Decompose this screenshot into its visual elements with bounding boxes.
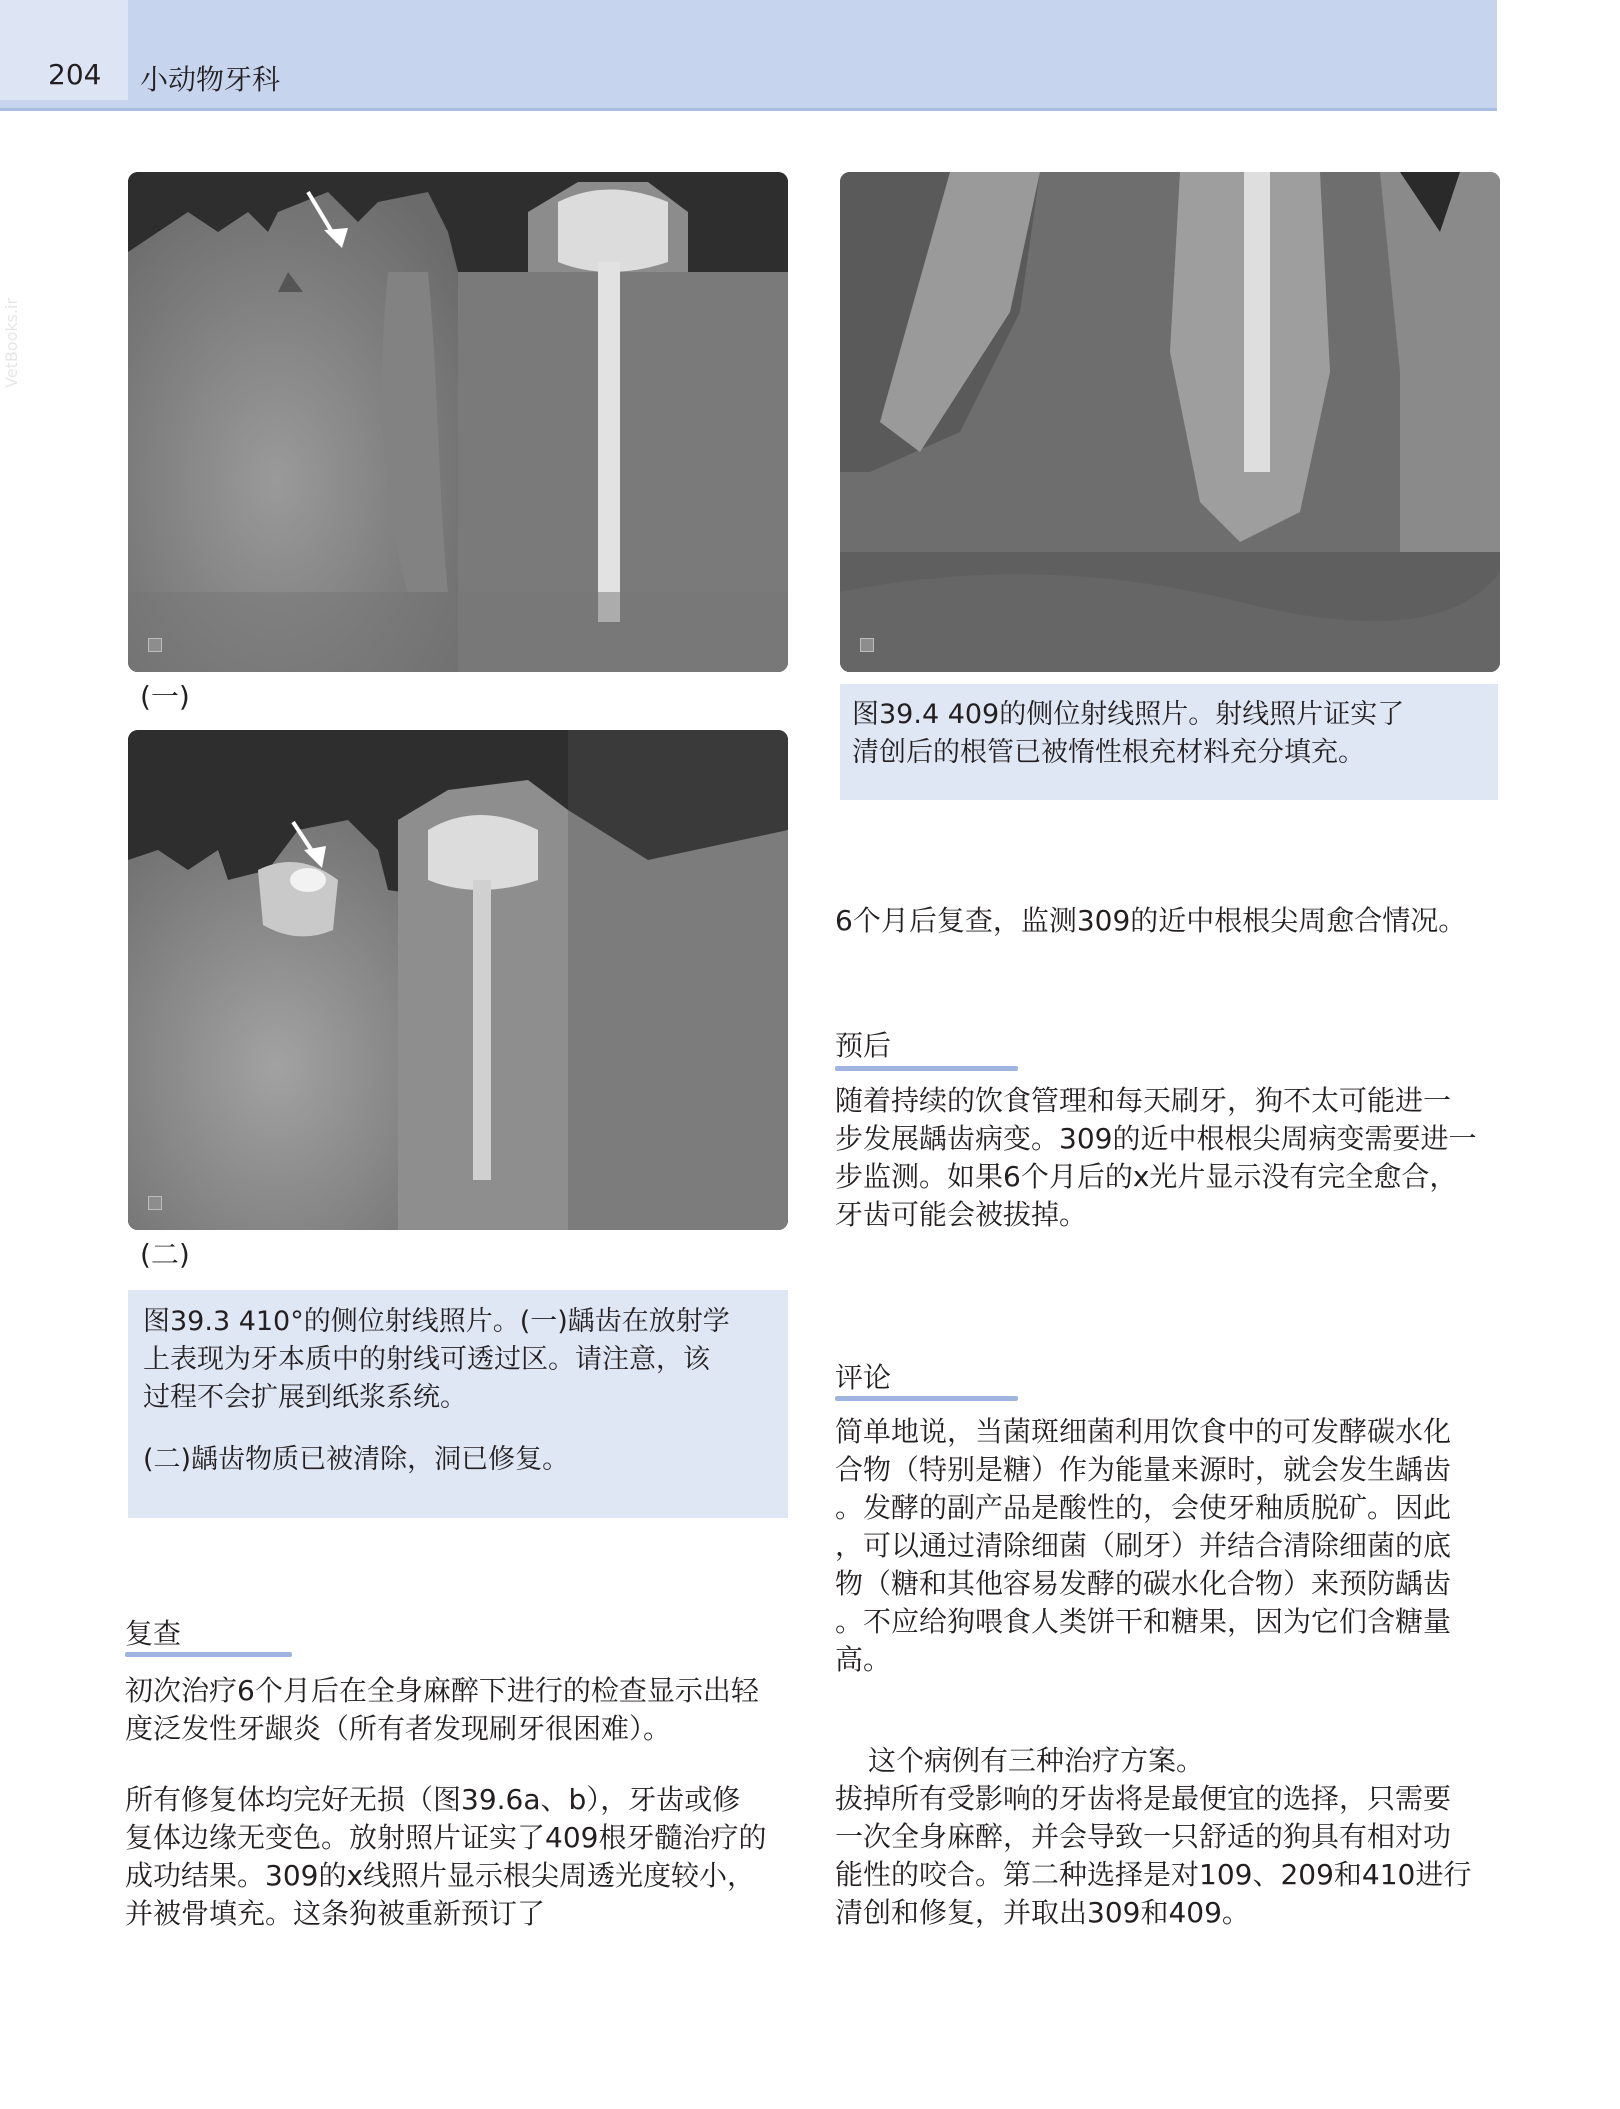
radiograph-39-3-a [128, 172, 788, 672]
figure-39-3-caption-line: (二)龋齿物质已被清除，洞已修复。 [143, 1444, 570, 1475]
book-title: 小动物牙科 [140, 63, 281, 96]
recheck-line: 初次治疗6个月后在全身麻醉下进行的检查显示出轻 [125, 1674, 759, 1707]
heading-underline [835, 1396, 1018, 1401]
comment-line: 简单地说，当菌斑细菌利用饮食中的可发酵碳水化 [835, 1415, 1452, 1448]
radiograph-marker [148, 638, 162, 652]
comment-line: 这个病例有三种治疗方案。 [868, 1744, 1205, 1777]
figure-39-3-caption-line: 图39.3 410°的侧位射线照片。(一)龋齿在放射学 [143, 1306, 730, 1337]
radiograph-39-3-b [128, 730, 788, 1230]
recheck-line: 复体边缘无变色。放射照片证实了409根牙髓治疗的 [125, 1821, 767, 1854]
radiograph-marker [860, 638, 874, 652]
comment-line: ，可以通过清除细菌（刷牙）并结合清除细菌的底 [835, 1529, 1452, 1562]
recheck-line: 并被骨填充。这条狗被重新预订了 [125, 1897, 546, 1930]
comment-line: 清创和修复，并取出309和409。 [835, 1896, 1250, 1929]
recheck-line: 度泛发性牙龈炎（所有者发现刷牙很困难）。 [125, 1712, 672, 1745]
heading-underline [125, 1652, 292, 1657]
recheck-line: 成功结果。309的x线照片显示根尖周透光度较小， [125, 1859, 756, 1892]
comment-line: 一次全身麻醉，并会导致一只舒适的狗具有相对功 [835, 1820, 1452, 1853]
prognosis-line: 步发展龋齿病变。309的近中根根尖周病变需要进一 [835, 1122, 1477, 1155]
prognosis-line: 步监测。如果6个月后的x光片显示没有完全愈合， [835, 1160, 1458, 1193]
comment-line: 拔掉所有受影响的牙齿将是最便宜的选择，只需要 [835, 1782, 1452, 1815]
prognosis-line: 随着持续的饮食管理和每天刷牙，狗不太可能进一 [835, 1084, 1452, 1117]
comment-line: 合物（特别是糖）作为能量来源时，就会发生龋齿 [835, 1453, 1452, 1486]
comment-line: 高。 [835, 1643, 892, 1676]
recheck-line: 所有修复体均完好无损（图39.6a、b），牙齿或修 [125, 1783, 741, 1816]
panel-label-b: (二) [140, 1238, 190, 1271]
comment-line: 物（糖和其他容易发酵的碳水化合物）来预防龋齿 [835, 1567, 1452, 1600]
comment-line: 能性的咬合。第二种选择是对109、209和410进行 [835, 1858, 1472, 1891]
radiograph-marker [148, 1196, 162, 1210]
recheck-continuation: 6个月后复查，监测309的近中根根尖周愈合情况。 [835, 904, 1467, 937]
section-heading-prognosis: 预后 [835, 1029, 892, 1062]
section-heading-recheck: 复查 [125, 1617, 182, 1650]
heading-underline [835, 1066, 1018, 1071]
panel-label-a: (一) [140, 680, 190, 713]
watermark: VetBooks.ir [2, 297, 21, 388]
comment-line: 。发酵的副产品是酸性的，会使牙釉质脱矿。因此 [835, 1491, 1452, 1524]
page-number: 204 [48, 58, 102, 91]
section-heading-comment: 评论 [835, 1361, 892, 1394]
figure-39-4-caption-line: 图39.4 409的侧位射线照片。射线照片证实了 [852, 699, 1405, 730]
figure-39-3-caption-line: 过程不会扩展到纸浆系统。 [143, 1382, 467, 1413]
figure-39-4-caption-line: 清创后的根管已被惰性根充材料充分填充。 [852, 737, 1365, 768]
figure-39-3-caption-line: 上表现为牙本质中的射线可透过区。请注意，该 [143, 1344, 710, 1375]
comment-line: 。不应给狗喂食人类饼干和糖果，因为它们含糖量 [835, 1605, 1452, 1638]
prognosis-line: 牙齿可能会被拔掉。 [835, 1198, 1088, 1231]
radiograph-39-4 [840, 172, 1500, 672]
